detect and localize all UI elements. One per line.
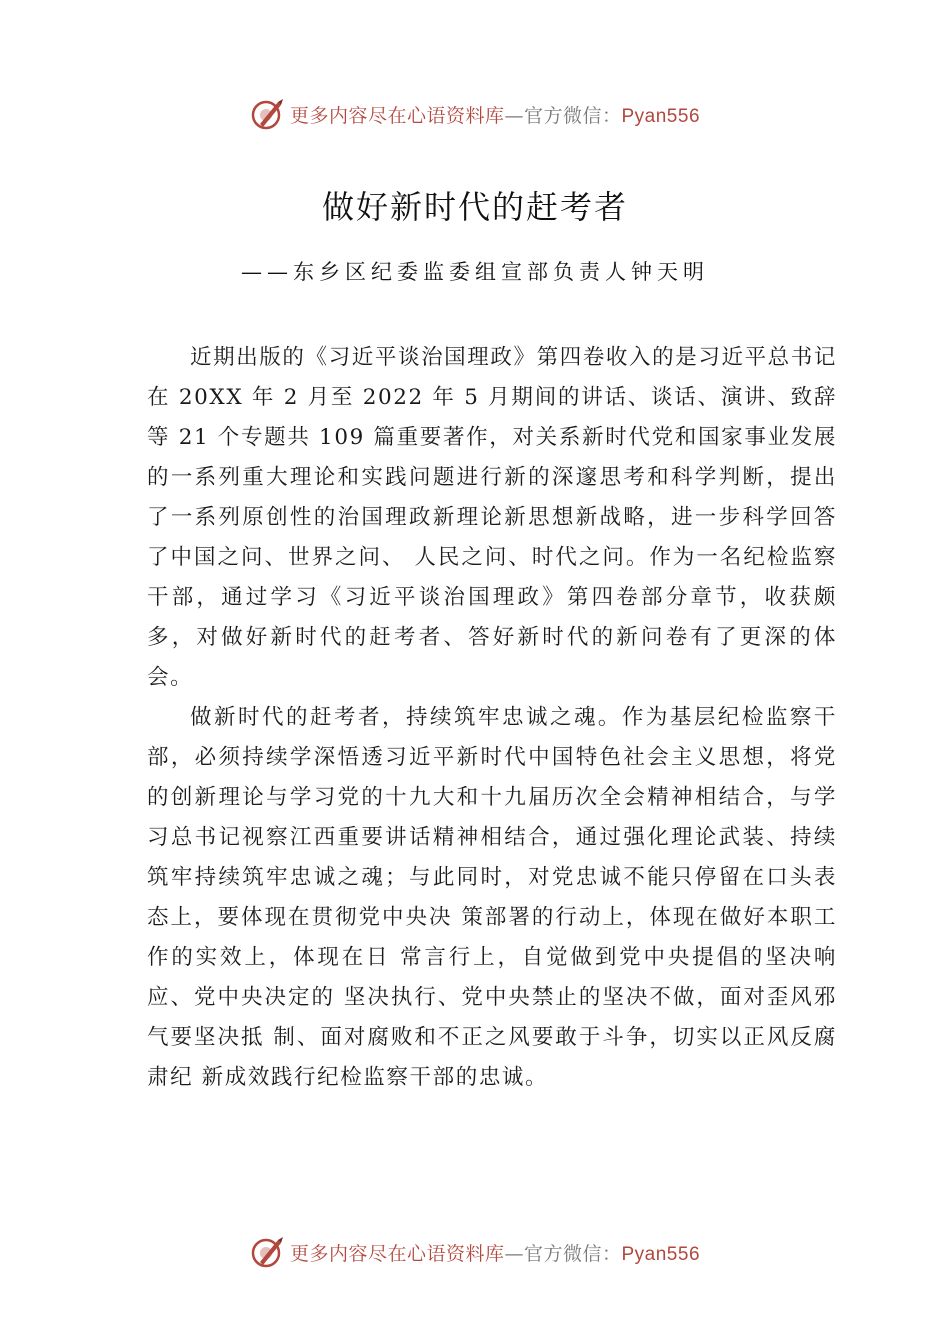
banner-label: 官方微信：	[523, 104, 622, 127]
document-title: 做好新时代的赶考者	[321, 188, 628, 226]
document-subtitle: ——东乡区纪委监委组宣部负责人钟天明	[241, 260, 709, 284]
banner-separator: —	[504, 1242, 524, 1265]
pen-logo-icon	[250, 96, 286, 132]
banner-text	[290, 101, 700, 128]
banner-wechat-id: Pyan556	[621, 105, 701, 127]
banner-text	[290, 1239, 700, 1266]
banner-slogan: 更多内容尽在心语资料库	[289, 1242, 505, 1265]
footer-watermark-banner	[0, 1232, 950, 1272]
paragraph: 近期出版的《习近平谈治国理政》第四卷收入的是习近平总书记在 20XX 年 2 月至 2022 年 5 月期间的讲话、谈话、演讲、致辞等 21 个专题共 109 篇重要著作，对关系新时代党和国家事业发展的一系列重大理论和实践问题进行新的深邃思考和科学判断，提出了一系列原创性的治国理政新理论新思想新战略，进一步科学回答了中国之问、世界之问、 人民之问、时代之问。作为一名纪检监察干部，通过学习《习近平谈治国理政》第四卷部分章节，收获颇多，对做好新时代的赶考者、答好新时代的新问卷有了更深的体会。	[147, 345, 837, 690]
pen-logo-icon	[250, 1234, 286, 1270]
paragraph: 做新时代的赶考者，持续筑牢忠诚之魂。作为基层纪检监察干部，必须持续学深悟透习近平新时代中国特色社会主义思想，将党的创新理论与学习党的十九大和十九届历次全会精神相结合，与学习总书记视察江西重要讲话精神相结合，通过强化理论武装、持续筑牢持续筑牢忠诚之魂；与此同时，对党忠诚不能只停留在口头表态上，要体现在贯彻党中央决 策部署的行动上，体现在做好本职工作的实效上，体现在日 常言行上，自觉做到党中央提倡的坚决响应、党中央决定的 坚决执行、党中央禁止的坚决不做，面对歪风邪气要坚决抵 制、面对腐败和不正之风要敢于斗争，切实以正风反腐肃纪 新成效践行纪检监察干部的忠诚。	[147, 705, 837, 1090]
document-body	[147, 338, 837, 1098]
header-watermark-banner	[0, 94, 950, 134]
banner-slogan: 更多内容尽在心语资料库	[289, 104, 505, 127]
banner-separator: —	[504, 104, 524, 127]
banner-label: 官方微信：	[523, 1242, 622, 1265]
banner-wechat-id: Pyan556	[621, 1243, 701, 1265]
